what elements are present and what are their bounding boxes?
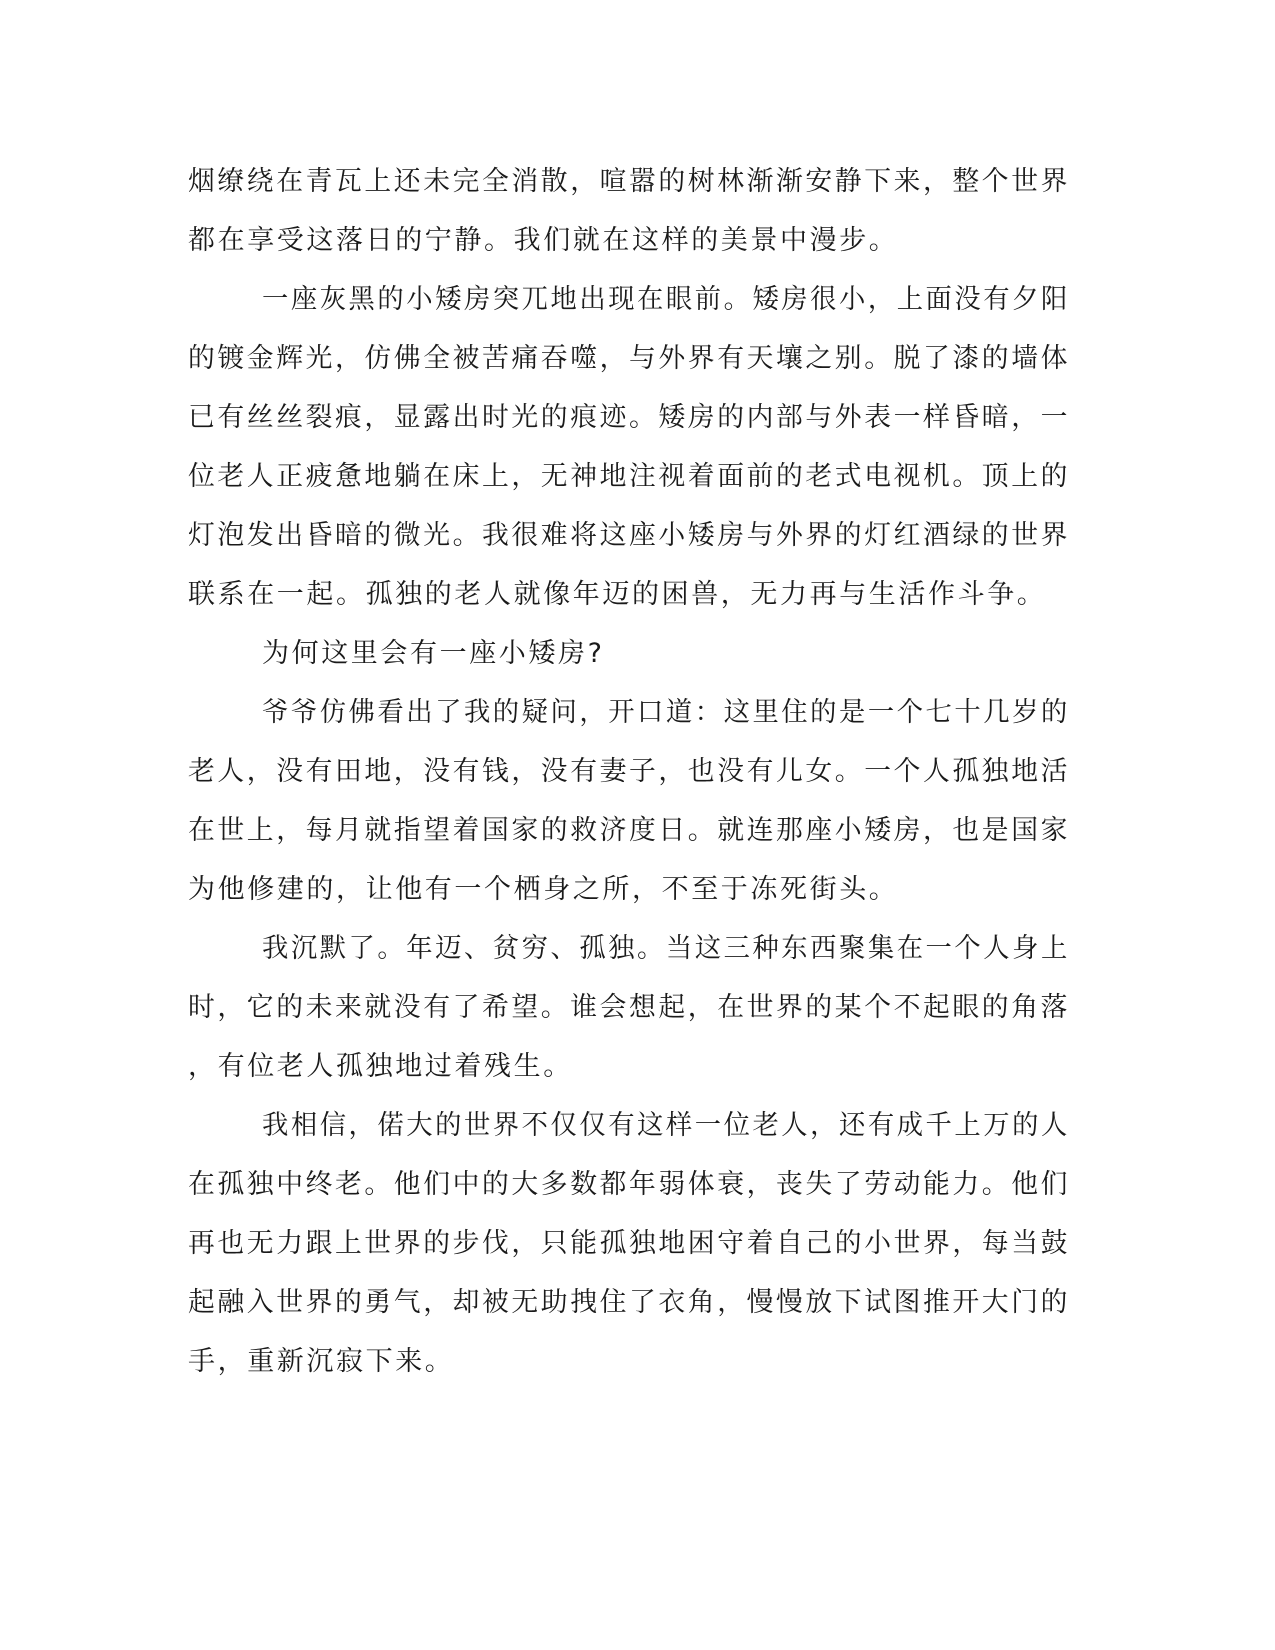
text-line: 再也无力跟上世界的步伐，只能孤独地困守着自己的小世界，每当鼓 xyxy=(188,1228,1070,1259)
text-line: ，有位老人孤独地过着残生。 xyxy=(188,1051,573,1082)
text-line: 在世上，每月就指望着国家的救济度日。就连那座小矮房，也是国家 xyxy=(188,815,1070,846)
text-line: 灯泡发出昏暗的微光。我很难将这座小矮房与外界的灯红酒绿的世界 xyxy=(188,520,1070,551)
text-line: 为他修建的，让他有一个栖身之所，不至于冻死街头。 xyxy=(188,874,899,905)
paragraph-start-line: 我沉默了。年迈、贫穷、孤独。当这三种东西聚集在一个人身上 xyxy=(262,933,1070,964)
text-line: 手，重新沉寂下来。 xyxy=(188,1346,455,1377)
text-line: 时，它的未来就没有了希望。谁会想起，在世界的某个不起眼的角落 xyxy=(188,992,1070,1023)
text-line: 起融入世界的勇气，却被无助拽住了衣角，慢慢放下试图推开大门的 xyxy=(188,1287,1070,1318)
text-line: 烟缭绕在青瓦上还未完全消散，喧嚣的树林渐渐安静下来，整个世界 xyxy=(188,166,1070,197)
text-line: 老人，没有田地，没有钱，没有妻子，也没有儿女。一个人孤独地活 xyxy=(188,756,1070,787)
text-line: 都在享受这落日的宁静。我们就在这样的美景中漫步。 xyxy=(188,225,899,256)
text-line: 的镀金辉光，仿佛全被苦痛吞噬，与外界有天壤之别。脱了漆的墙体 xyxy=(188,343,1070,374)
paragraph-start-line: 爷爷仿佛看出了我的疑问，开口道：这里住的是一个七十几岁的 xyxy=(262,697,1070,728)
text-line: 在孤独中终老。他们中的大多数都年弱体衰，丧失了劳动能力。他们 xyxy=(188,1169,1070,1200)
paragraph-start-line: 我相信，偌大的世界不仅仅有这样一位老人，还有成千上万的人 xyxy=(262,1110,1070,1141)
paragraph-start-line: 为何这里会有一座小矮房? xyxy=(262,638,605,669)
text-line: 位老人正疲惫地躺在床上，无神地注视着面前的老式电视机。顶上的 xyxy=(188,461,1070,492)
text-line: 已有丝丝裂痕，显露出时光的痕迹。矮房的内部与外表一样昏暗，一 xyxy=(188,402,1070,433)
text-line: 联系在一起。孤独的老人就像年迈的困兽，无力再与生活作斗争。 xyxy=(188,579,1047,610)
paragraph-start-line: 一座灰黑的小矮房突兀地出现在眼前。矮房很小，上面没有夕阳 xyxy=(262,284,1070,315)
